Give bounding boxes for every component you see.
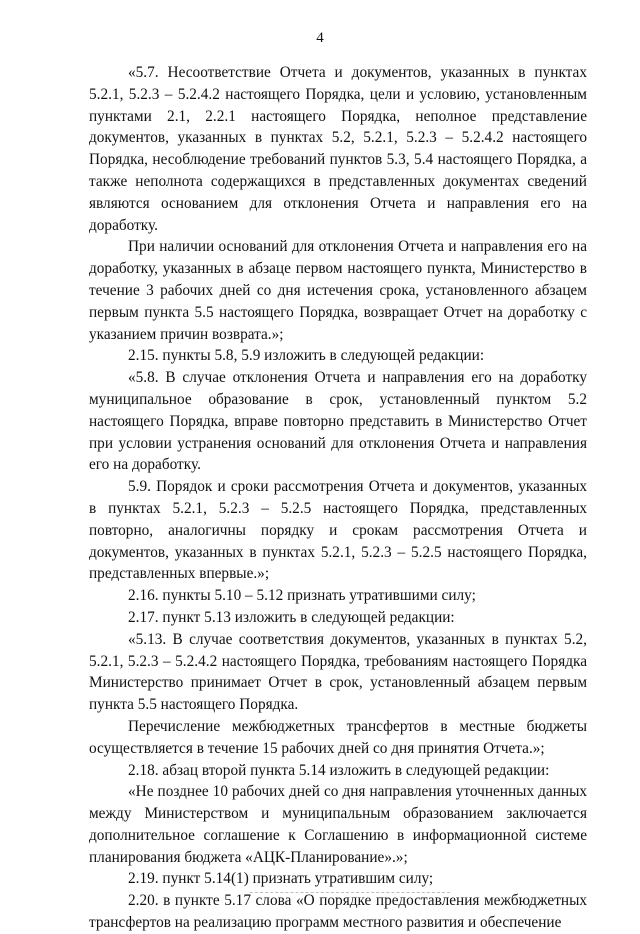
paragraph-return-report: При наличии оснований для отклонения Отчета и направления его на доработку, указанных в абзаце первом настоящего пункта, Министерство в течение 3 рабочих дней со дня истечения срока, установленного абзацем первым пункта 5.5 настоящего Порядка, возвращает Отчет на доработку с указанием причин возврата.»; xyxy=(89,238,587,343)
paragraph-5-14-second: «Не позднее 10 рабочих дней со дня направления уточненных данных между Министерством и муниципальным образованием заключается дополнительное соглашение к Соглашению в информационной системе планирования бюджета «АЦК-Планирование».»; xyxy=(89,783,587,866)
paragraph-2-20: 2.20. в пункте 5.17 слова «О порядке предоставления межбюджетных трансфертов на реализацию программ местного развития и обеспечение xyxy=(89,892,587,932)
paragraph-2-19: 2.19. пункт 5.14(1) признать утратившим силу; xyxy=(128,870,434,888)
paragraph-5-13: «5.13. В случае соответствия документов, указанных в пунктах 5.2, 5.2.1, 5.2.3 – 5.2.4.2 настоящего Порядка, требованиям настоящего Порядка Министерство принимает Отчет в срок, установленный абзацем первым пункта 5.5 настоящего Порядка. xyxy=(89,630,587,714)
page-number: 4 xyxy=(316,30,324,46)
paragraph-2-18: 2.18. абзац второй пункта 5.14 изложить в следующей редакции: xyxy=(128,761,550,779)
paragraph-5-7: «5.7. Несоответствие Отчета и документов, указанных в пунктах 5.2.1, 5.2.3 – 5.2.4.2 настоящего Порядка, цели и условию, установленным пунктами 2.1, 2.2.1 настоящего Порядка, неполное представление документов, указанных в пунктах 5.2, 5.2.1, 5.2.3 – 5.2.4.2 настоящего Порядка, несоблюдение требований пунктов 5.3, 5.4 настоящего Порядка, а также неполнота содержащихся в представленных документах сведений являются основанием для отклонения Отчета и направления его на доработку. xyxy=(89,64,587,234)
paragraph-2-16: 2.16. пункты 5.10 – 5.12 признать утратившими силу; xyxy=(128,587,476,605)
paragraph-5-9: 5.9. Порядок и сроки рассмотрения Отчета и документов, указанных в пунктах 5.2.1, 5.2.3 – 5.2.5 настоящего Порядка, представленных повторно, аналогичны порядку и срокам рассмотрения Отчета и документов, указанных в пунктах 5.2.1, 5.2.3 – 5.2.5 настоящего Порядка, представленных впервые.»; xyxy=(89,478,587,583)
paragraph-2-15: 2.15. пункты 5.8, 5.9 изложить в следующей редакции: xyxy=(128,347,485,365)
paragraph-transfers: Перечисление межбюджетных трансфертов в местные бюджеты осуществляется в течение 15 рабочих дней со дня принятия Отчета.»; xyxy=(89,717,587,757)
paragraph-2-17: 2.17. пункт 5.13 изложить в следующей редакции: xyxy=(128,608,455,626)
bottom-scan-line xyxy=(250,892,450,893)
document-body xyxy=(89,62,587,934)
paragraph-5-8: «5.8. В случае отклонения Отчета и направления его на доработку муниципальное образование в срок, установленный пунктом 5.2 настоящего Порядка, вправе повторно представить в Министерство Отчет при условии устранения оснований для отклонения Отчета и направления его на доработку. xyxy=(89,369,587,474)
